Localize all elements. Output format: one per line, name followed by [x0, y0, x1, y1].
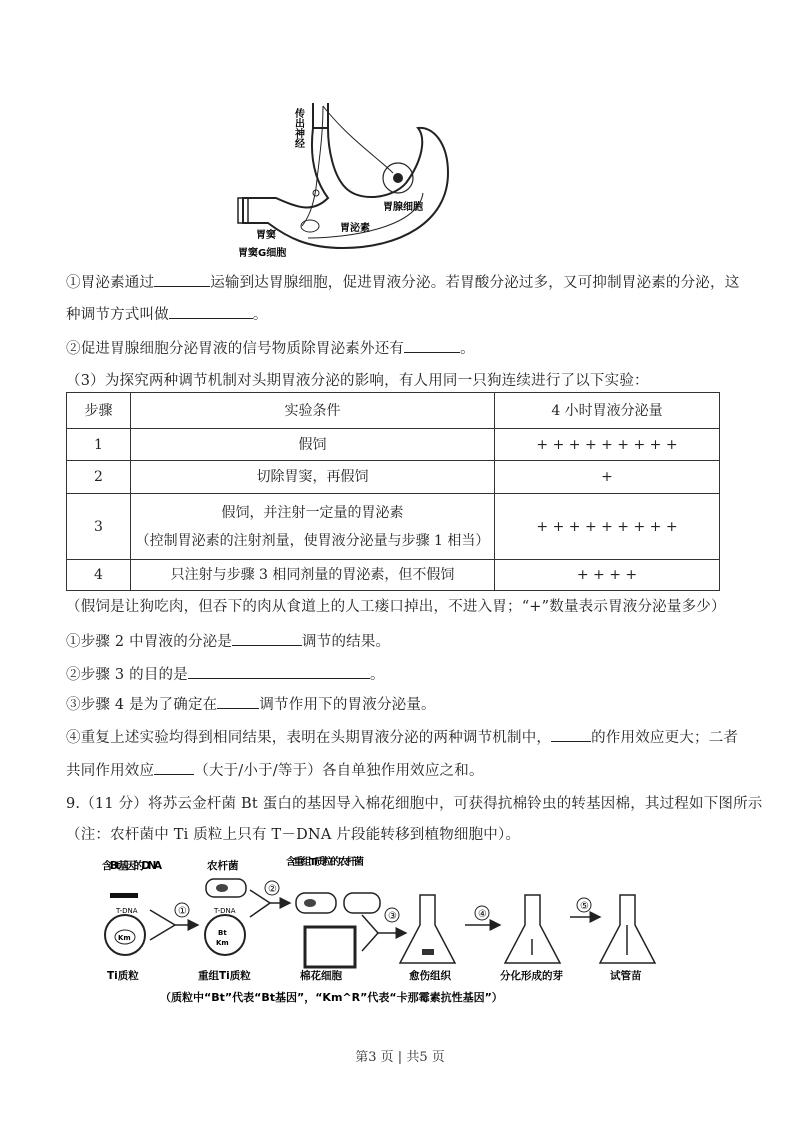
cotton-cell: [305, 927, 355, 967]
table-row: 4 只注射与步骤 3 相同剂量的胃泌素，但不假饲 + + + +: [67, 560, 720, 591]
table-row: 1 假饲 + + + + + + + + +: [67, 429, 720, 461]
answer-blank[interactable]: [232, 631, 302, 646]
svg-text:④: ④: [478, 909, 487, 920]
header-condition: 实验条件: [131, 393, 495, 429]
answer-blank[interactable]: [551, 727, 591, 742]
experiment-table: [66, 392, 720, 591]
stomach-figure: [228, 98, 458, 263]
q8-3-intro: （3）为探究两种调节机制对头期胃液分泌的影响，有人用同一只狗连续进行了以下实验：: [66, 373, 649, 389]
transgenic-process-figure: [100, 855, 660, 1035]
q8-2-line2: 种调节方式叫做 。: [66, 304, 268, 325]
label-gland-cell: 胃腺细胞: [383, 202, 423, 213]
svg-text:Ti质粒: Ti质粒: [107, 970, 139, 982]
q9-line2: （注：农杆菌中 Ti 质粒上只有 T－DNA 片段能转移到植物细胞中）。: [66, 827, 521, 843]
table-row: 2 切除胃窦，再假饲 +: [67, 461, 720, 494]
label-nerve: 传出神经: [292, 108, 304, 148]
svg-text:重组Ti质粒: 重组Ti质粒: [198, 970, 251, 982]
svg-text:农杆菌: 农杆菌: [207, 860, 239, 872]
svg-text:T-DNA: T-DNA: [116, 907, 138, 915]
header-amount: 4 小时胃液分泌量: [495, 393, 720, 429]
svg-text:T-DNA: T-DNA: [214, 907, 236, 915]
table-row: 3 假饲，并注射一定量的胃泌素 （控制胃泌素的注射剂量，使胃液分泌量与步骤 1 相当） + + + + + + + + +: [67, 494, 720, 560]
q8-2-line3: ②促进胃腺细胞分泌胃液的信号物质除胃泌素外还有 。: [66, 338, 475, 359]
answer-blank[interactable]: [404, 338, 460, 353]
label-g-cell: 胃窦G细胞: [238, 248, 287, 259]
g-cell: [301, 220, 319, 232]
answer-blank[interactable]: [217, 694, 259, 709]
svg-text:Km: Km: [216, 939, 229, 947]
svg-text:试管苗: 试管苗: [610, 970, 642, 982]
svg-text:分化形成的芽: 分化形成的芽: [500, 970, 563, 982]
svg-text:棉花细胞: 棉花细胞: [300, 970, 342, 982]
svg-text:Bt: Bt: [218, 929, 227, 937]
header-step: 步骤: [67, 393, 131, 429]
answer-blank[interactable]: [169, 304, 253, 319]
svg-text:③: ③: [388, 911, 397, 922]
q8-3-q3: ③步骤 4 是为了确定在 调节作用下的胃液分泌量。: [66, 694, 436, 715]
q8-3-q1: ①步骤 2 中胃液的分泌是 调节的结果。: [66, 631, 390, 652]
q8-3-q4-line2: 共同作用效应 （大于/小于/等于）各自单独作用效应之和。: [66, 760, 484, 781]
svg-text:②: ②: [268, 884, 277, 895]
label-bt-dna: 含Bt基因的DNA: [102, 860, 162, 872]
page-footer: 第3 页 | 共5 页: [355, 1050, 445, 1065]
table-header-row: [67, 393, 720, 429]
q8-3-q2: ②步骤 3 的目的是 。: [66, 664, 385, 685]
figure-caption: （质粒中“Bt”代表“Bt基因”，“Km^R”代表“卡那霉素抗性基因”）: [160, 991, 503, 1004]
answer-blank[interactable]: [154, 272, 210, 287]
label-antrum: 胃窦: [256, 230, 276, 241]
q8-3-q4-line1: ④重复上述实验均得到相同结果，表明在头期胃液分泌的两种调节机制中， 的作用效应更大；二者: [66, 727, 738, 748]
svg-text:⑤: ⑤: [580, 901, 589, 912]
q9-line1: 9.（11 分）将苏云金杆菌 Bt 蛋白的基因导入棉花细胞中，可获得抗棉铃虫的转基因棉，其过程如下图所示: [66, 796, 763, 812]
svg-text:Km: Km: [118, 934, 131, 942]
svg-text:愈伤组织: 愈伤组织: [409, 970, 451, 982]
answer-blank[interactable]: [188, 664, 370, 679]
svg-text:含重组Ti质粒的农杆菌: 含重组Ti质粒的农杆菌: [286, 857, 364, 868]
answer-blank[interactable]: [154, 760, 194, 775]
q8-2-line1: ①胃泌素通过 运输到达胃腺细胞，促进胃液分泌。若胃酸分泌过多，又可抑制胃泌素的分泌，这: [66, 272, 739, 293]
label-gastrin: 胃泌素: [340, 223, 370, 234]
svg-text:①: ①: [178, 906, 187, 917]
bt-dna-bar: [110, 893, 138, 898]
table-note: （假饲是让狗吃肉，但吞下的肉从食道上的人工瘘口掉出，不进入胃；“+”数量表示胃液分泌量多少）: [66, 599, 726, 615]
